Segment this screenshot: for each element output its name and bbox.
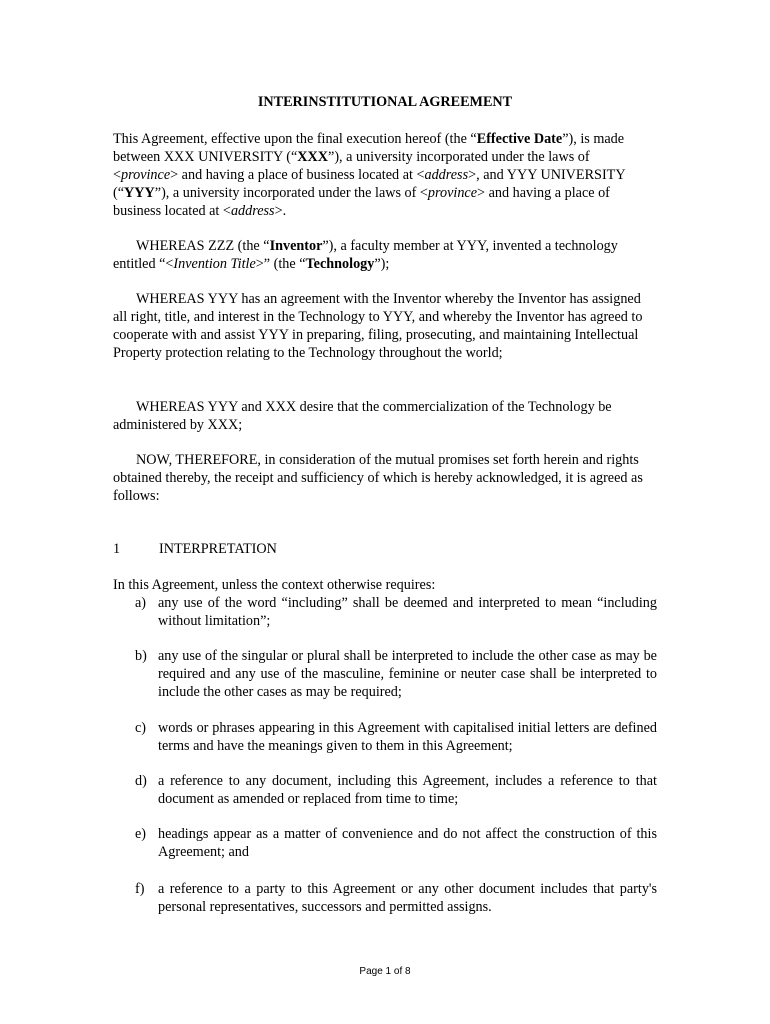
list-item-text: words or phrases appearing in this Agreement with capitalised initial letters are defined terms and have the meanings given to them in this Agreement; (158, 720, 657, 754)
intro-paragraph (113, 130, 658, 220)
intro-text: ”), a university incorporated under the laws of < (154, 185, 428, 201)
list-item-text: any use of the singular or plural shall be interpreted to include the other case as may be required and any use of the masculine, feminine or neuter case shall be interpreted to include the other cases as may be required; (158, 648, 657, 700)
placeholder-province: province (427, 185, 478, 201)
defined-term-yyy: YYY (124, 185, 155, 201)
intro-text: >, and YYY UNIVERSITY (“ (113, 167, 626, 201)
list-marker: a) (135, 595, 147, 611)
list-item (135, 880, 657, 916)
list-item (135, 719, 657, 755)
intro-text: >. (274, 203, 287, 219)
list-item-text: a reference to any document, including this Agreement, includes a reference to that document as amended or replaced from time to time; (158, 773, 657, 807)
intro-text: > and having a place of business located at < (113, 185, 610, 219)
list-item-text: headings appear as a matter of convenience and do not affect the construction of this Agreement; and (158, 826, 657, 860)
placeholder-invention-title: Invention Title (173, 256, 256, 272)
intro-text: This Agreement, effective upon the final execution hereof (the “ (113, 131, 477, 147)
list-marker: b) (135, 648, 147, 664)
section-title: INTERPRETATION (159, 541, 277, 557)
intro-text: ”), a university incorporated under the laws of < (113, 149, 590, 183)
list-item (135, 594, 657, 630)
list-item (135, 772, 657, 808)
list-item-text: a reference to a party to this Agreement or any other document includes that party's personal representatives, successors and permitted assigns. (158, 881, 657, 915)
document-title: INTERINSTITUTIONAL AGREEMENT (257, 94, 513, 110)
defined-term-effective-date: Effective Date (476, 131, 563, 147)
whereas-commercialization-paragraph: WHEREAS YYY and XXX desire that the commercialization of the Technology be administered by XXX; (113, 399, 612, 433)
whereas-inventor-paragraph (113, 237, 658, 273)
list-marker: c) (135, 720, 147, 736)
section-heading (113, 540, 277, 558)
section-number: 1 (113, 541, 121, 557)
placeholder-address: address (230, 203, 275, 219)
list-item (135, 825, 657, 861)
whereas-text: ”); (374, 256, 390, 272)
page-number-footer: Page 1 of 8 (359, 966, 411, 977)
list-item-text: any use of the word “including” shall be deemed and interpreted to mean “including without limitation”; (158, 595, 657, 629)
list-marker: f) (135, 881, 145, 897)
list-marker: e) (135, 826, 147, 842)
placeholder-province: province (121, 167, 171, 183)
whereas-text: >” (the “ (255, 256, 306, 272)
defined-term-inventor: Inventor (269, 238, 323, 254)
whereas-assignment-paragraph: WHEREAS YYY has an agreement with the Inventor whereby the Inventor has assigned all right, title, and interest in the Technology to YYY, and whereby the Inventor has agreed to cooperate with and assist YYY in preparing, filing, prosecuting, and maintaining Intellectual Property protection relating to the Technology throughout the world; (113, 291, 643, 361)
defined-term-xxx: XXX (297, 149, 329, 165)
intro-text: > and having a place of business located at < (170, 167, 425, 183)
whereas-text: ”), a faculty member at YYY, invented a technology entitled “< (113, 238, 618, 272)
intro-text: ”), is made between XXX UNIVERSITY (“ (113, 131, 625, 165)
defined-term-technology: Technology (305, 256, 375, 272)
placeholder-address: address (424, 167, 469, 183)
section-lead-text: In this Agreement, unless the context otherwise requires: (113, 577, 436, 593)
list-marker: d) (135, 773, 147, 789)
whereas-text: WHEREAS ZZZ (the “ (136, 238, 270, 254)
list-item (135, 647, 657, 701)
therefore-paragraph: NOW, THEREFORE, in consideration of the mutual promises set forth herein and rights obtained thereby, the receipt and sufficiency of which is hereby acknowledged, it is agreed as follows: (113, 452, 643, 504)
